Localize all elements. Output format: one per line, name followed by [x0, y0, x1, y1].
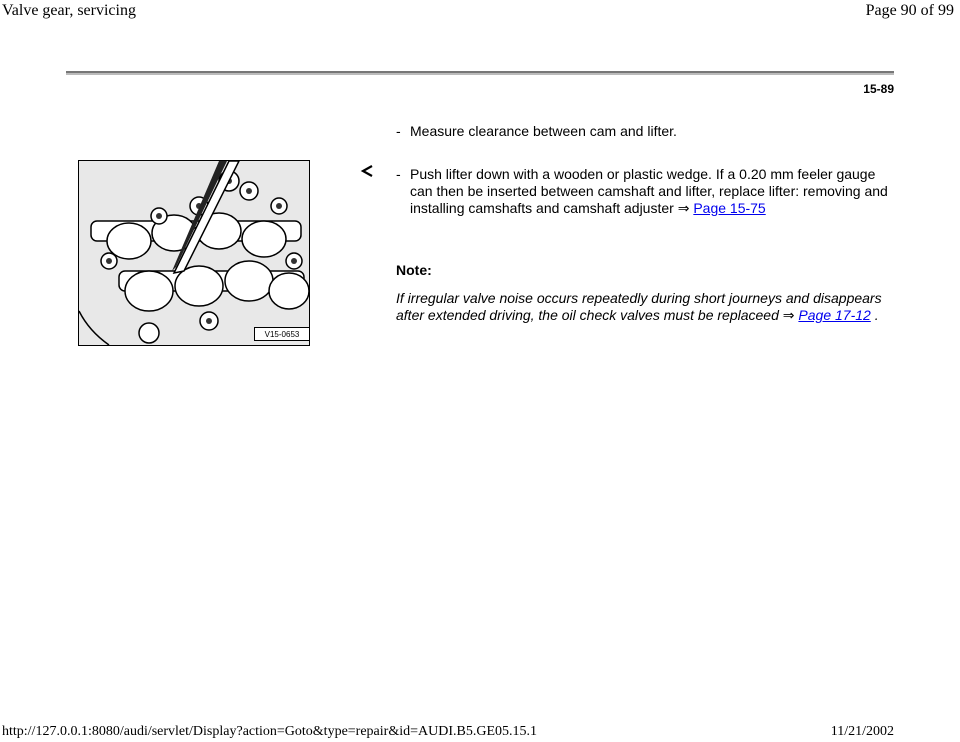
document-title: Valve gear, servicing	[2, 2, 136, 19]
camshaft-drawing	[79, 161, 309, 345]
page-indicator: Page 90 of 99	[865, 2, 954, 19]
step-text-main: Push lifter down with a wooden or plastic wedge. If a 0.20 mm feeler gauge can then be inserted between camshaft and lifter, replace lifter: removing and installing camshafts and camshaft adjuster	[410, 166, 888, 216]
step-dash: -	[396, 166, 401, 182]
arrow-icon: ⇒	[782, 307, 795, 323]
page-number: 15-89	[863, 82, 894, 96]
note-text	[396, 290, 896, 324]
header-rule	[66, 71, 894, 75]
footer-date: 11/21/2002	[830, 724, 894, 739]
page-17-12-link[interactable]: Page 17-12	[798, 307, 871, 323]
note-body: If irregular valve noise occurs repeatedly during short journeys and disappears after extended driving, the oil check valves must be replaceed	[396, 290, 882, 323]
figure-pointer-icon	[360, 164, 374, 178]
step-dash: -	[396, 123, 401, 139]
figure-label: V15-0653	[254, 327, 310, 341]
footer-url: http://127.0.0.1:8080/audi/servlet/Display?action=Goto&type=repair&id=AUDI.B5.GE05.15.1	[2, 724, 537, 739]
note-title: Note:	[396, 262, 432, 278]
note-end: .	[870, 307, 879, 323]
camshaft-illustration	[78, 160, 310, 346]
arrow-icon: ⇒	[677, 200, 690, 216]
page-15-75-link[interactable]: Page 15-75	[693, 200, 766, 216]
step-push-lifter	[396, 166, 896, 217]
step-text	[410, 166, 896, 217]
step-text: Measure clearance between cam and lifter.	[410, 123, 677, 139]
step-measure-clearance	[396, 123, 896, 140]
